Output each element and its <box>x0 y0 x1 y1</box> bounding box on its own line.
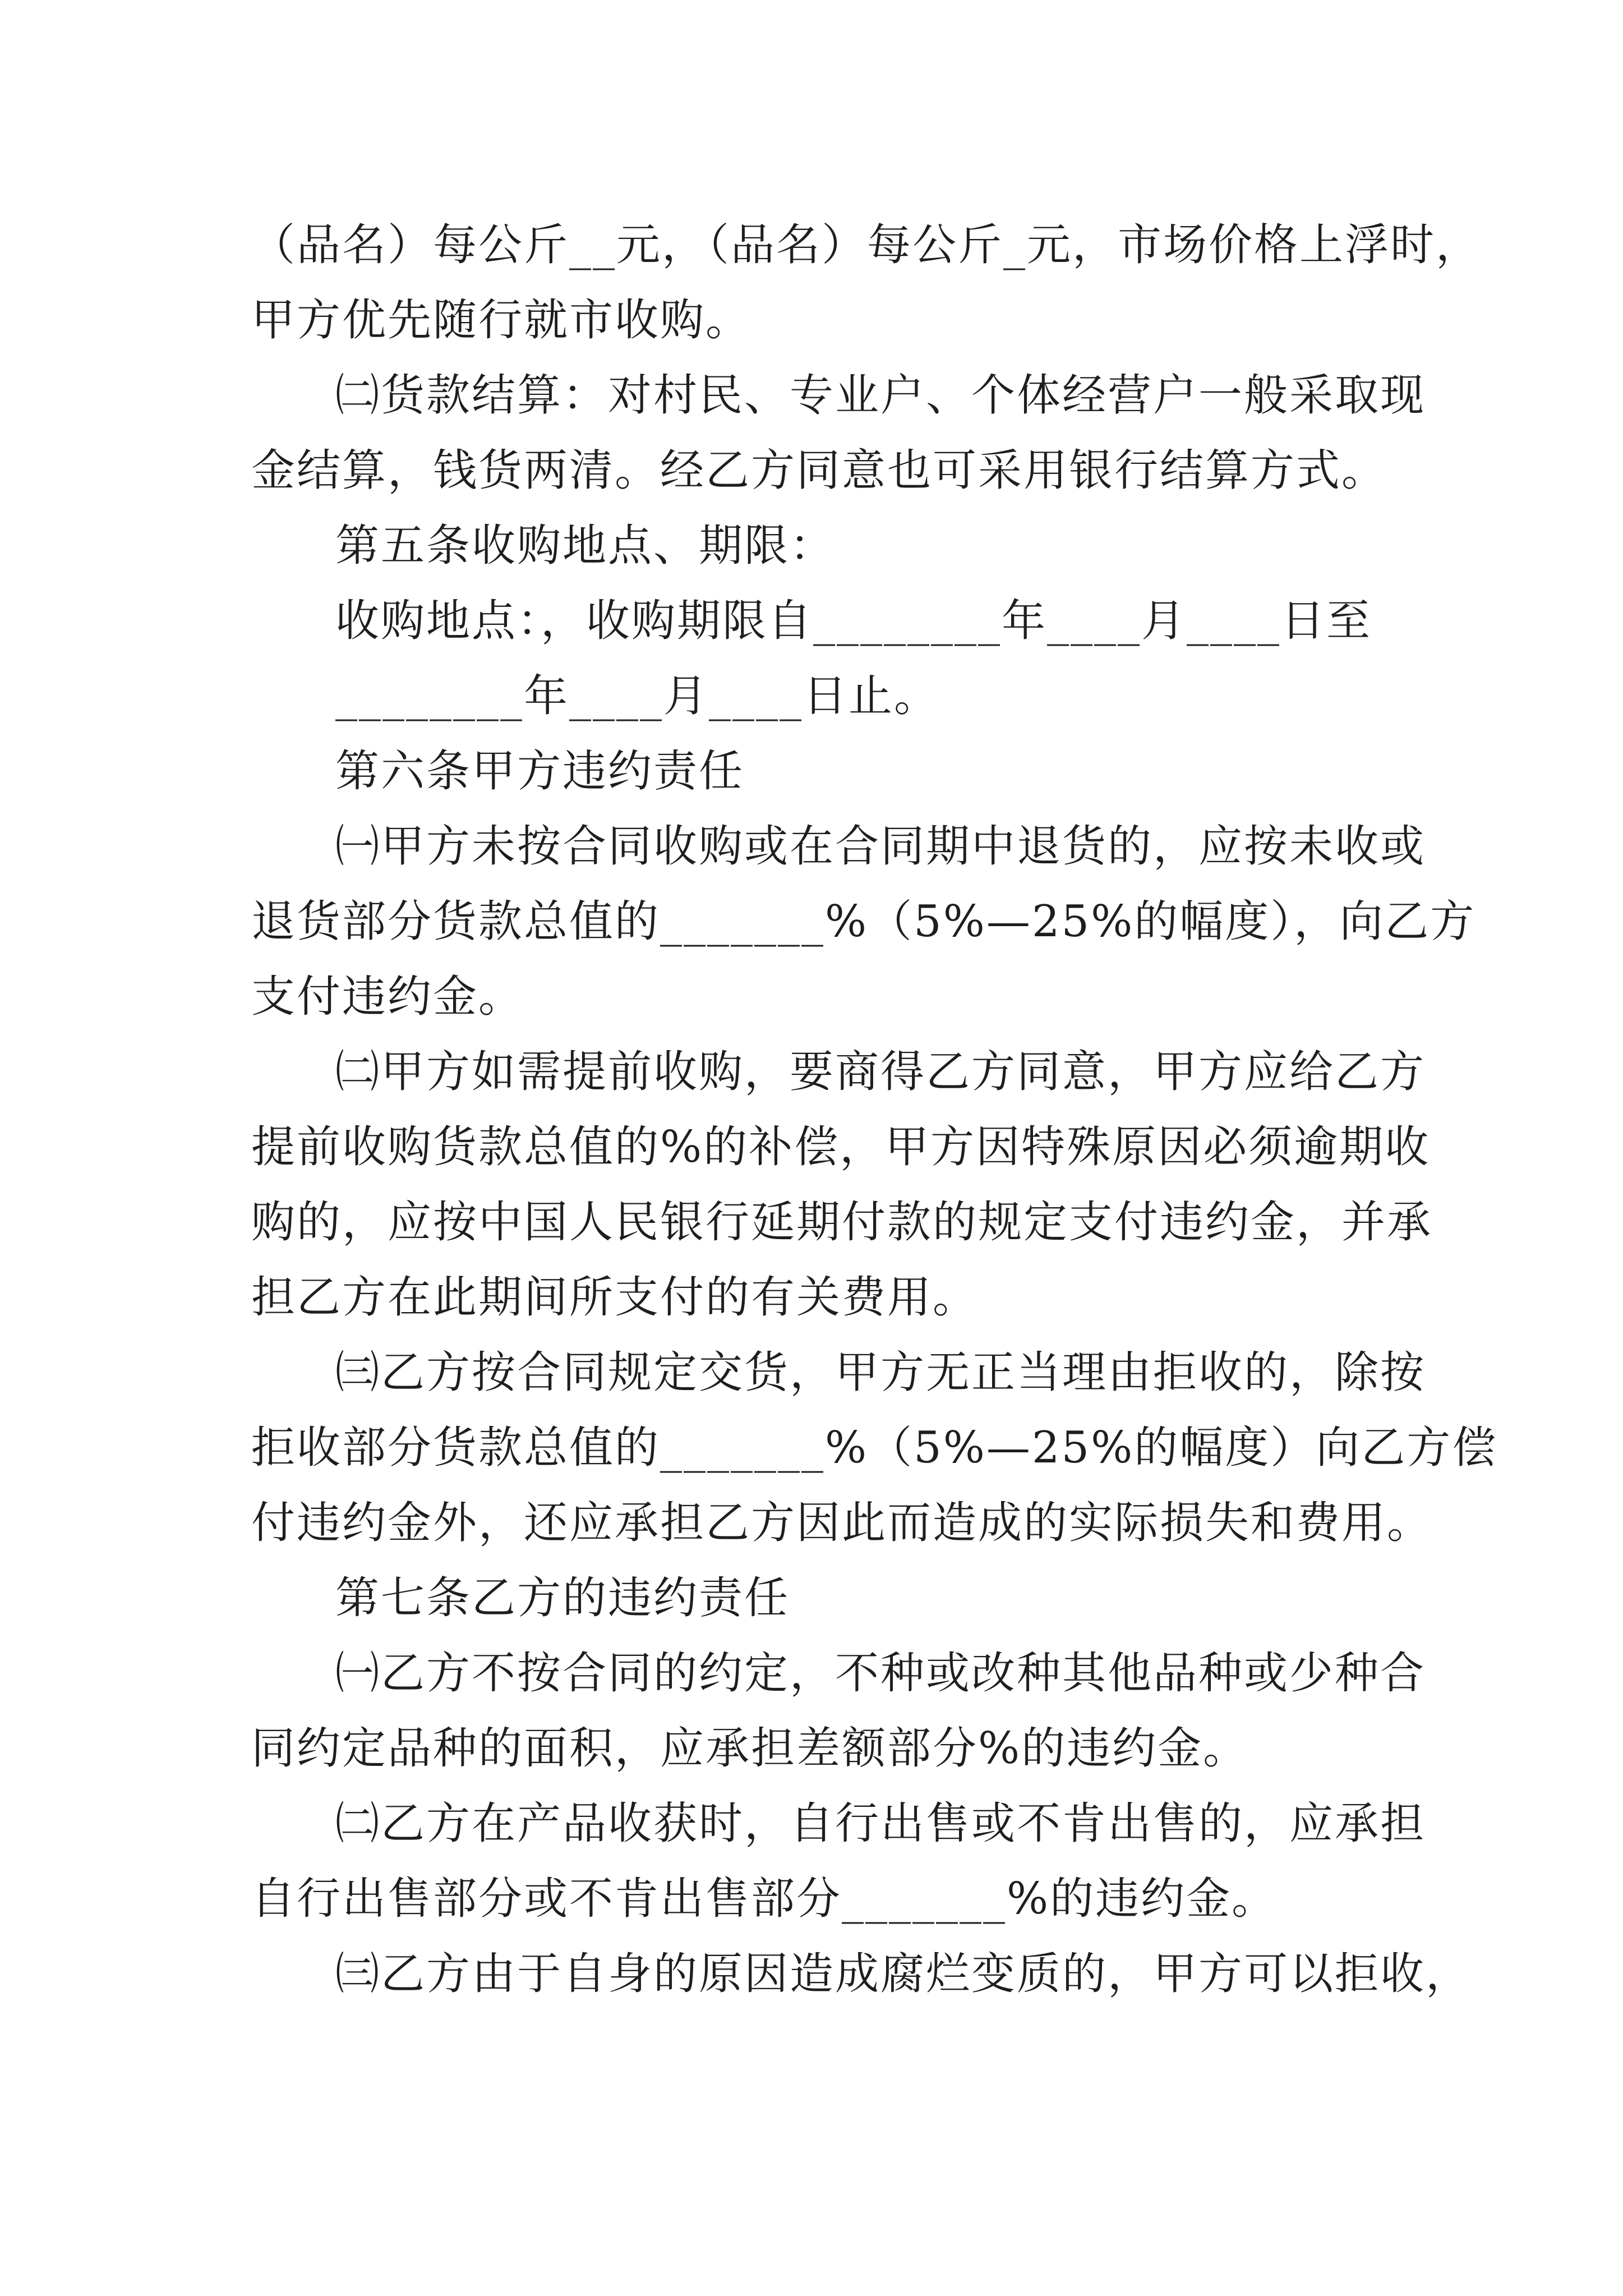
text-line: 甲方优先随行就市收购。 <box>251 295 751 346</box>
text-line: ㈡甲方如需提前收购，要商得乙方同意，甲方应给乙方 <box>335 1047 1426 1097</box>
text-line: ㈡乙方在产品收获时，自行出售或不肯出售的，应承担 <box>335 1798 1426 1849</box>
text-line: 付违约金外，还应承担乙方因此而造成的实际损失和费用。 <box>251 1498 1433 1548</box>
text-line: 金结算，钱货两清。经乙方同意也可采用银行结算方式。 <box>251 445 1387 496</box>
text-line: ㈠甲方未按合同收购或在合同期中退货的，应按未收或 <box>335 821 1426 872</box>
text-line: ㈡货款结算：对村民、专业户、个体经营户一般采取现 <box>335 370 1426 421</box>
section-heading: 第六条甲方违约责任 <box>335 746 745 797</box>
text-line: 自行出售部分或不肯出售部分_______%的违约金。 <box>251 1874 1278 1924</box>
text-line: 收购地点：，收购期限自________年____月____日至 <box>335 596 1372 646</box>
text-line: ㈢乙方按合同规定交货，甲方无正当理由拒收的，除按 <box>335 1347 1426 1398</box>
text-line: 支付违约金。 <box>251 972 524 1022</box>
text-line: 购的，应按中国人民银行延期付款的规定支付违约金，并承 <box>251 1197 1433 1248</box>
text-line: 担乙方在此期间所支付的有关费用。 <box>251 1272 979 1323</box>
text-line: 提前收购货款总值的%的补偿，甲方因特殊原因必须逾期收 <box>251 1122 1431 1172</box>
text-line: （品名）每公斤__元，（品名）每公斤_元，市场价格上浮时， <box>251 220 1482 270</box>
contract-text <box>251 208 1498 2012</box>
text-line: 同约定品种的面积，应承担差额部分%的违约金。 <box>251 1723 1249 1774</box>
section-heading: 第五条收购地点、期限： <box>335 521 836 571</box>
text-line: 退货部分货款总值的_______%（5%—25%的幅度），向乙方 <box>251 896 1476 947</box>
text-line: ________年____月____日止。 <box>335 671 940 721</box>
text-line: 拒收部分货款总值的_______%（5%—25%的幅度）向乙方偿 <box>251 1423 1498 1473</box>
section-heading: 第七条乙方的违约责任 <box>335 1573 790 1623</box>
text-line: ㈢乙方由于自身的原因造成腐烂变质的，甲方可以拒收， <box>335 1949 1472 1999</box>
text-line: ㈠乙方不按合同的约定，不种或改种其他品种或少种合 <box>335 1648 1426 1699</box>
